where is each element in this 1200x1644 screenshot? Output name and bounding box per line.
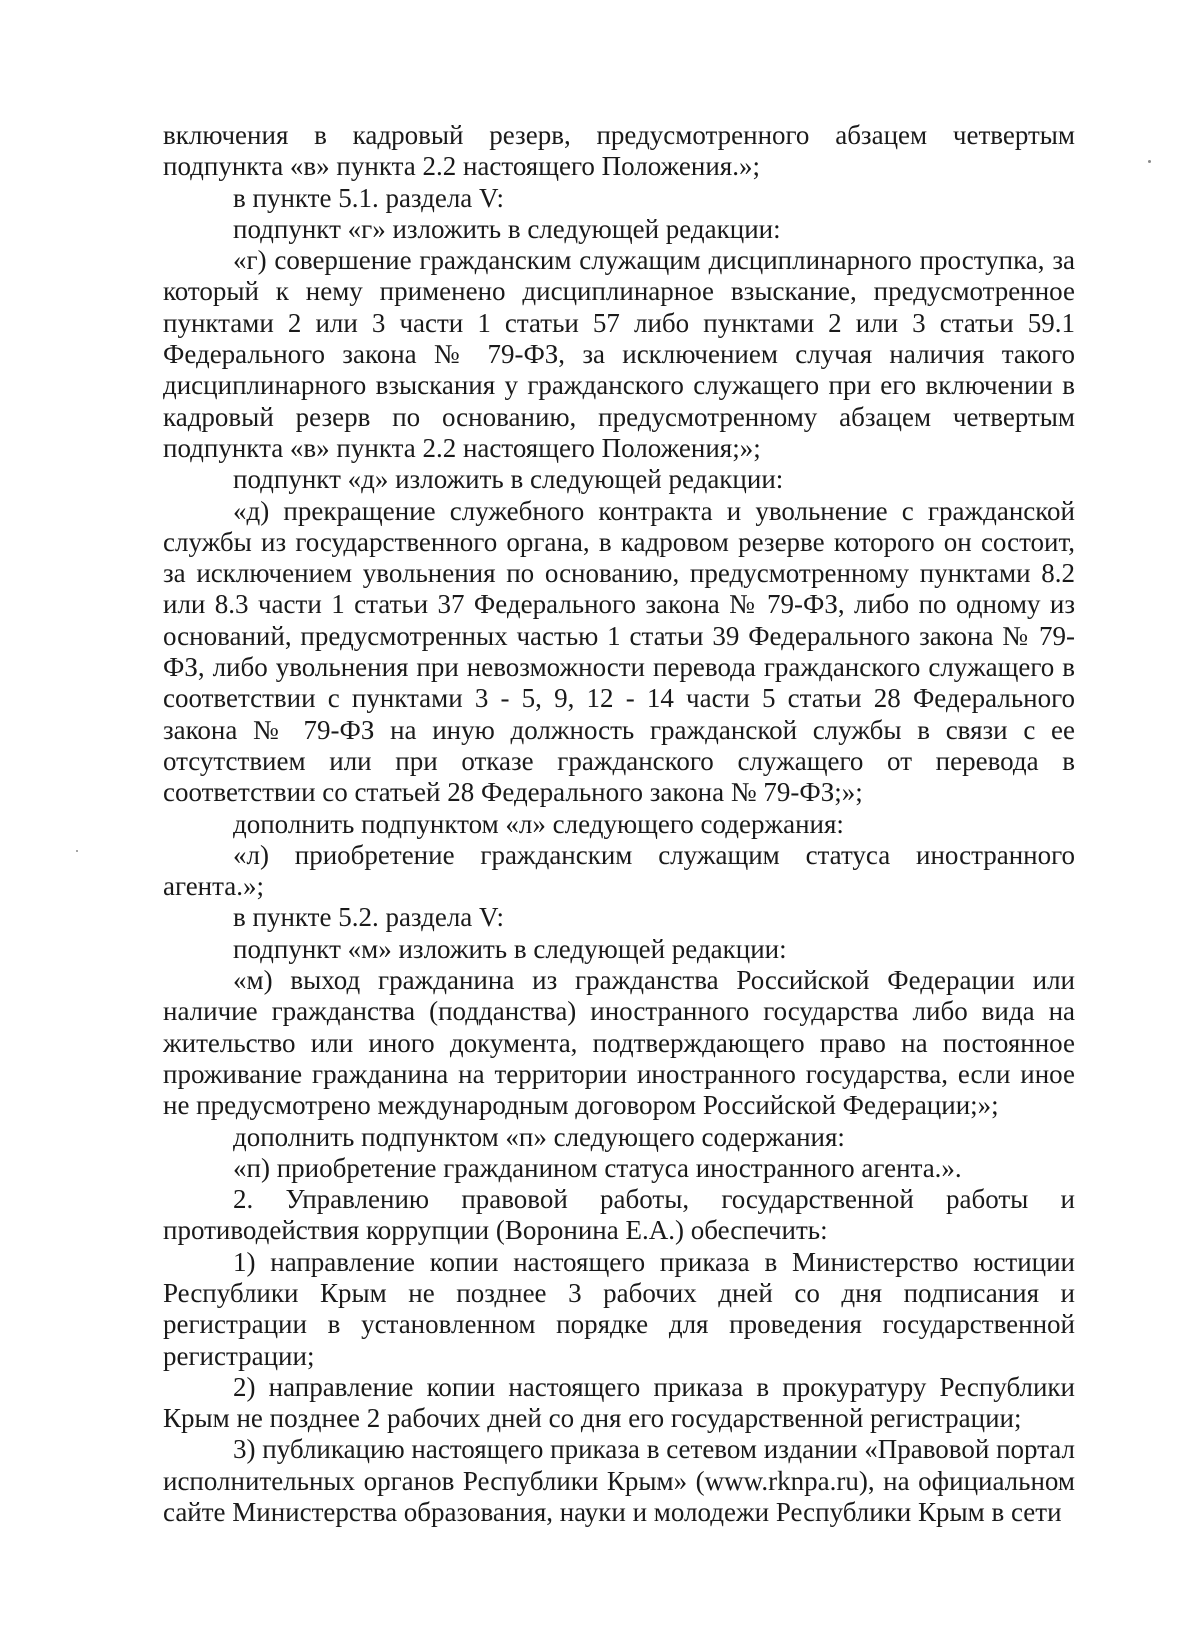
paragraph: подпункт «г» изложить в следующей редакции: [233,213,781,244]
scan-speck [1148,160,1151,163]
document-body [163,120,1075,1528]
paragraph: 2) направление копии настоящего приказа в прокуратуру Республики Крым не позднее 2 рабочих дней со дня его государственной регистрации; [163,1371,1075,1434]
paragraph: «л) приобретение гражданским служащим статуса иностранного агента.»; [163,839,1075,902]
paragraph: 1) направление копии настоящего приказа в Министерство юстиции Республики Крым не позднее 3 рабочих дней со дня подписания и регистрации в установленном порядке для проведения государственной регистрации; [163,1246,1075,1371]
paragraph: «м) выход гражданина из гражданства Российской Федерации или наличие гражданства (подданства) иностранного государства либо вида на жительство или иного документа, подтверждающего право на постоянное проживание гражданина на территории иностранного государства, если иное не предусмотрено международным договором Российской Федерации;»; [163,965,1075,1121]
paragraph: 3) публикацию настоящего приказа в сетевом издании «Правовой портал исполнительных органов Республики Крым» (www.rknpa.ru), на официальном сайте Министерства образования, науки и молодежи Республики Крым в сети [163,1434,1075,1528]
paragraph: подпункт «м» изложить в следующей редакции: [233,933,787,964]
paragraph: «г) совершение гражданским служащим дисциплинарного проступка, за который к нему применено дисциплинарное взыскание, предусмотренное пунктами 2 или 3 части 1 статьи 57 либо пунктами 2 или 3 статьи 59.1 Федерального закона № 79-ФЗ, за исключением случая наличия такого дисциплинарного взыскания у гражданского служащего при его включении в кадровый резерв по основанию, предусмотренному абзацем четвертым подпункта «в» пункта 2.2 настоящего Положения;»; [163,245,1075,463]
paragraph: подпункт «д» изложить в следующей редакции: [233,464,784,495]
paragraph: 2. Управлению правовой работы, государственной работы и противодействия коррупции (Воронина Е.А.) обеспечить: [163,1184,1075,1246]
paragraph: «п) приобретение гражданином статуса иностранного агента.». [233,1152,962,1183]
paragraph: дополнить подпунктом «п» следующего содержания: [233,1121,845,1152]
paragraph: в пункте 5.2. раздела V: [233,902,505,933]
paragraph: включения в кадровый резерв, предусмотренного абзацем четвертым подпункта «в» пункта 2.2 настоящего Положения.»; [163,120,1075,182]
paragraph: дополнить подпунктом «л» следующего содержания: [233,808,844,839]
scan-speck [76,850,78,852]
paragraph: «д) прекращение служебного контракта и увольнение с гражданской службы из государственного органа, в кадровом резерве которого он состоит, за исключением увольнения по основанию, предусмотренному пунктами 8.2 или 8.3 части 1 статьи 37 Федерального закона № 79-ФЗ, либо по одному из оснований, предусмотренных частью 1 статьи 39 Федерального закона № 79-ФЗ, либо увольнения при невозможности перевода гражданского служащего в соответствии с пунктами 3 - 5, 9, 12 - 14 части 5 статьи 28 Федерального закона № 79-ФЗ на иную должность гражданской службы в связи с ее отсутствием или при отказе гражданского служащего от перевода в соответствии со статьей 28 Федерального закона № 79-ФЗ;»; [163,495,1075,808]
paragraph: в пункте 5.1. раздела V: [233,182,505,213]
